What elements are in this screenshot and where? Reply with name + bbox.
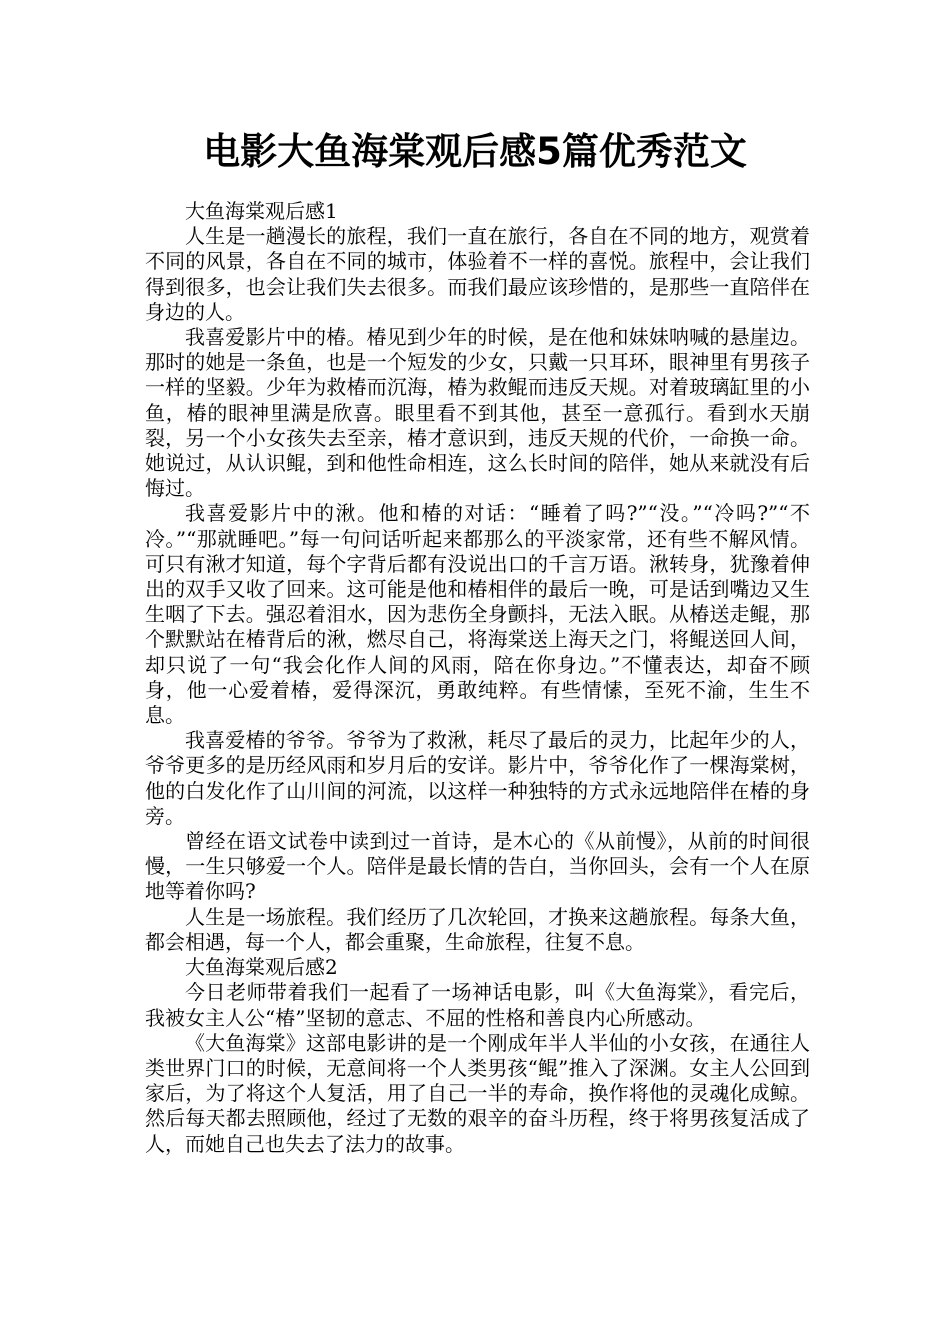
paragraph: 人生是一场旅程。我们经历了几次轮回，才换来这趟旅程。每条大鱼，都会相遇，每一个人，都会重聚，生命旅程，往复不息。 [145, 904, 810, 954]
paragraph: 我喜爱椿的爷爷。爷爷为了救湫，耗尽了最后的灵力，比起年少的人，爷爷更多的是历经风雨和岁月后的安详。影片中，爷爷化作了一棵海棠树，他的白发化作了山川间的河流，以这样一种独特的方式永远地陪伴在椿的身旁。 [145, 728, 810, 828]
document-title: 电影大鱼海棠观后感5篇优秀范文 [203, 130, 747, 173]
paragraph: 曾经在语文试卷中读到过一首诗，是木心的《从前慢》，从前的时间很慢，一生只够爱一个人。陪伴是最长情的告白，当你回头，会有一个人在原地等着你吗? [145, 829, 810, 904]
document-body [145, 199, 810, 1157]
section-heading: 大鱼海棠观后感2 [185, 955, 338, 980]
paragraph: 人生是一趟漫长的旅程，我们一直在旅行，各自在不同的地方，观赏着不同的风景，各自在不同的城市，体验着不一样的喜悦。旅程中，会让我们得到很多，也会让我们失去很多。而我们最应该珍惜的，是那些一直陪伴在身边的人。 [145, 224, 810, 324]
paragraph: 我喜爱影片中的湫。他和椿的对话：“睡着了吗?”“没。”“冷吗?”“不冷。”“那就睡吧。”每一句问话听起来都那么的平淡家常，还有些不解风情。可只有湫才知道，每个字背后都有没说出口的千言万语。湫转身，犹豫着伸出的双手又收了回来。这可能是他和椿相伴的最后一晚，可是话到嘴边又生生咽了下去。强忍着泪水，因为悲伤全身颤抖，无法入眠。从椿送走鲲，那个默默站在椿背后的湫，燃尽自己，将海棠送上海天之门，将鲲送回人间，却只说了一句“我会化作人间的风雨，陪在你身边。”不懂表达，却奋不顾身，他一心爱着椿，爱得深沉，勇敢纯粹。有些情愫，至死不渝，生生不息。 [145, 501, 810, 728]
paragraph: 《大鱼海棠》这部电影讲的是一个刚成年半人半仙的小女孩，在通往人类世界门口的时候，无意间将一个人类男孩“鲲”推入了深渊。女主人公回到家后，为了将这个人复活，用了自己一半的寿命，换作将他的灵魂化成鲸。然后每天都去照顾他，经过了无数的艰辛的奋斗历程，终于将男孩复活成了人，而她自己也失去了法力的故事。 [145, 1030, 810, 1156]
paragraph: 今日老师带着我们一起看了一场神话电影，叫《大鱼海棠》，看完后，我被女主人公“椿”坚韧的意志、不屈的性格和善良内心所感动。 [145, 980, 810, 1030]
paragraph: 我喜爱影片中的椿。椿见到少年的时候，是在他和妹妹呐喊的悬崖边。那时的她是一条鱼，也是一个短发的少女，只戴一只耳环，眼神里有男孩子一样的坚毅。少年为救椿而沉海，椿为救鲲而违反天规。对着玻璃缸里的小鱼，椿的眼神里满是欣喜。眼里看不到其他，甚至一意孤行。看到水天崩裂，另一个小女孩失去至亲，椿才意识到，违反天规的代价，一命换一命。她说过，从认识鲲，到和他性命相连，这么长时间的陪伴，她从来就没有后悔过。 [145, 325, 810, 501]
section-heading: 大鱼海棠观后感1 [185, 199, 338, 223]
